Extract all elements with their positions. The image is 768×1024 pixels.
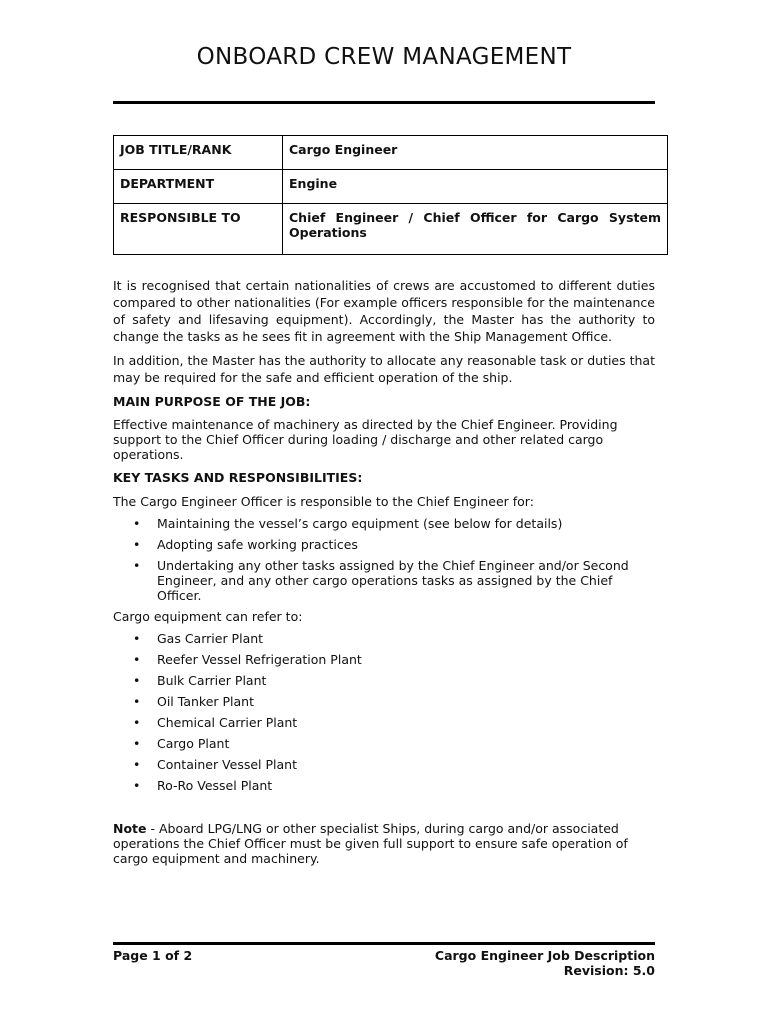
revision-number: Revision: 5.0 [563,963,655,978]
list-item: • Oil Tanker Plant [113,694,655,709]
department-label: DEPARTMENT [114,170,283,204]
equipment-list [113,631,655,793]
page-number: Page 1 of 2 [113,948,193,963]
list-item: • Container Vessel Plant [113,757,655,772]
job-info-table [113,135,668,255]
job-title-label: JOB TITLE/RANK [114,136,283,170]
job-title-value: Cargo Engineer [283,136,668,170]
purpose-text: Effective maintenance of machinery as directed by the Chief Engineer. Providing support to the Chief Officer during loading / discharge and other related cargo operations. [113,417,618,462]
responsible-to-value: Chief Engineer / Chief Officer for Cargo System Operations [283,204,668,255]
authority-paragraph: In addition, the Master has the authority to allocate any reasonable task or duties that may be required for the safe and efficient operation of the ship. [113,353,655,385]
department-value: Engine [283,170,668,204]
footer-doc-info [435,948,655,978]
list-item: • Cargo Plant [113,736,655,751]
list-item: • Reefer Vessel Refrigeration Plant [113,652,655,667]
table-row [114,170,668,204]
equipment-intro: Cargo equipment can refer to: [113,609,303,624]
footer-divider [113,942,655,945]
purpose-heading: MAIN PURPOSE OF THE JOB: [113,394,311,409]
list-item: • Maintaining the vessel’s cargo equipment (see below for details) [113,516,655,531]
list-item: • Chemical Carrier Plant [113,715,655,730]
list-item: • Bulk Carrier Plant [113,673,655,688]
list-item: • Gas Carrier Plant [113,631,655,646]
document-title: ONBOARD CREW MANAGEMENT [196,44,572,70]
list-item: • Adopting safe working practices [113,537,655,552]
table-row [114,136,668,170]
title-divider [113,101,655,104]
tasks-intro: The Cargo Engineer Officer is responsible to the Chief Engineer for: [113,494,534,509]
tasks-list [113,516,655,603]
responsible-to-label: RESPONSIBLE TO [114,204,283,255]
note-text: - Aboard LPG/LNG or other specialist Ships, during cargo and/or associated operations the Chief Officer must be given full support to ensure safe operation of cargo equipment and machinery. [113,821,628,866]
tasks-heading: KEY TASKS AND RESPONSIBILITIES: [113,470,363,485]
intro-paragraph: It is recognised that certain nationalities of crews are accustomed to different duties compared to other nationalities (For example officers responsible for the maintenance of safety and lifesaving equipment). Accordingly, the Master has the authority to change the tasks as he sees fit in agreement with the Ship Management Office. [113,278,655,344]
list-item: • Ro-Ro Vessel Plant [113,778,655,793]
note-label: Note [113,821,147,836]
list-item: • Undertaking any other tasks assigned by the Chief Engineer and/or Second Engineer, and any other cargo operations tasks as assigned by the Chief Officer. [113,558,655,603]
document-name: Cargo Engineer Job Description [434,948,655,963]
document-body [113,277,655,866]
note-paragraph [113,821,655,866]
table-row [114,204,668,255]
